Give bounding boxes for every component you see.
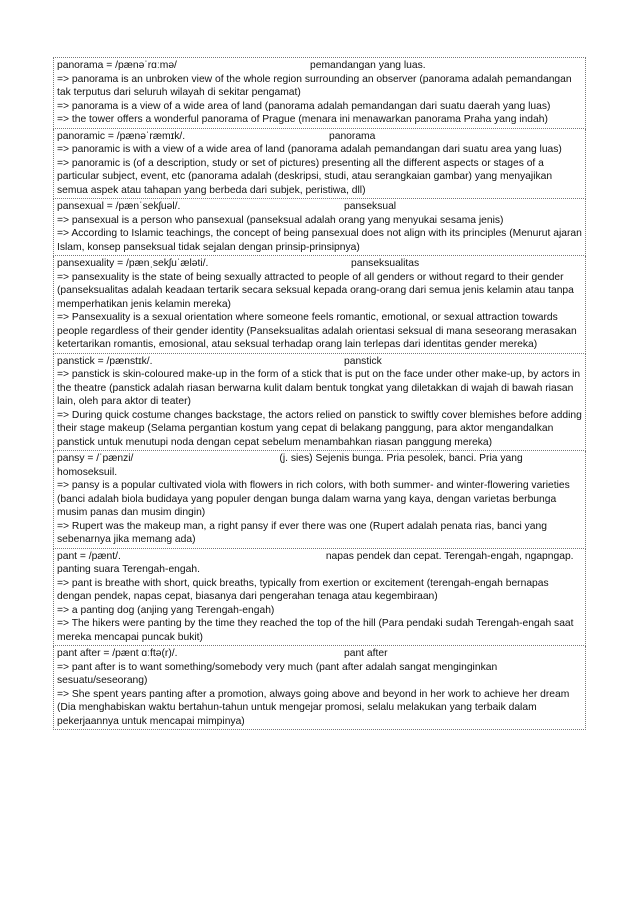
entry-term: pansexuality = /pænˌsekʃuˈæləti/. (57, 258, 209, 269)
entry-translation: panseksual (344, 201, 397, 212)
example-line: => pansexuality is the state of being sexually attracted to people of all genders or without regard to their gender (panseksualitas adalah keadaan tertarik secara seksual kepada orang-orang dari semua jenis kelamin atau tanpa memperhatikan jenis kelamin mereka) (57, 271, 574, 310)
entry-translation: panorama (329, 130, 376, 142)
example-line: => panorama is an unbroken view of the whole region surrounding an observer (panorama adalah pemandangan tak terputus dari seluruh wilayah di sekitar pengamat) (57, 73, 572, 98)
example-line: => The hikers were panting by the time they reached the top of the hill (Para pendaki sudah Terengah-engah saat mereka mencapai puncak bukit) (57, 618, 574, 643)
entry-pant (53, 549, 586, 647)
example-line: => pansy is a popular cultivated viola with flowers in rich colors, with both summer- and winter-flowering varieties (banci adalah biola budidaya yang populer dengan bunga dalam warna yang kaya, dengan varietas berbunga musim panas dan musim dingin) (57, 480, 570, 518)
entry-term: pansy = /ˈpænzi/ (57, 453, 134, 464)
entry-term: pant after = /pænt ɑːftə(r)/. (57, 648, 178, 659)
entry-translation: panseksualitas (351, 258, 420, 269)
entry-translation: pemandangan yang luas. (310, 60, 426, 71)
example-line: => She spent years panting after a promotion, always going above and beyond in her work to achieve her dream (Dia menghabiskan waktu bertahun-tahun untuk mengejar promosi, selalu melakukan yang terbaik dalam pekerjaannya untuk mencapai mimpinya) (57, 688, 570, 727)
example-line: => a panting dog (anjing yang Terengah-engah) (57, 604, 275, 616)
entry-term: pant = /pænt/. (57, 550, 121, 562)
entry-pansexuality (53, 256, 586, 354)
entry-panorama (53, 57, 586, 129)
entry-pansexual (53, 199, 586, 256)
example-line: => panorama is a view of a wide area of land (panorama adalah pemandangan dari suatu daerah yang luas) (57, 100, 551, 112)
entry-term: panstick = /pænstɪk/. (57, 355, 153, 367)
example-line: => the tower offers a wonderful panorama of Prague (menara ini menawarkan panorama Praha yang indah) (57, 114, 548, 125)
example-line: => pant is breathe with short, quick breaths, typically from exertion or excitement (terengah-engah bernapas dengan pendek, napas cepat, biasanya dari pengerahan tenaga atau kegembiraan) (57, 577, 549, 602)
entry-term: panoramic = /pænəˈræmɪk/. (57, 130, 186, 142)
example-line: => Rupert was the makeup man, a right pansy if ever there was one (Rupert adalah penata rias, banci yang sebenarnya jika memang ada) (57, 520, 547, 545)
dictionary-page (53, 57, 586, 730)
entry-pant-after (53, 646, 586, 730)
entry-pansy (53, 451, 586, 549)
entry-term: panorama = /pænəˈrɑːmə/ (57, 60, 177, 71)
entry-translation: napas pendek dan cepat. Terengah-engah, ngapngap. panting suara Terengah-engah. (57, 550, 574, 575)
example-line: => panstick is skin-coloured make-up in the form of a stick that is put on the face under other make-up, by actors in the theatre (panstick adalah riasan berwarna kulit dalam bentuk tongkat yang diletakkan di wajah di bawah riasan lain, oleh para aktor di teater) (57, 369, 581, 407)
entry-term: pansexual = /pænˈsekʃuəl/. (57, 201, 181, 212)
example-line: => pansexual is a person who pansexual (panseksual adalah orang yang menyukai sesama jenis) (57, 214, 504, 226)
entry-translation: panstick (344, 355, 382, 367)
example-line: => During quick costume changes backstage, the actors relied on panstick to swiftly cover blemishes before adding their stage makeup (Selama pergantian kostum yang cepat di belakang panggung, para aktor mengandalkan panstick untuk menutupi noda dengan cepat sebelum menambahkan riasan panggung mereka) (57, 409, 582, 448)
entry-translation: (j. sies) Sejenis bunga. Pria pesolek, banci. Pria yang homoseksuil. (57, 453, 523, 478)
entry-translation: pant after (344, 648, 388, 659)
example-line: => According to Islamic teachings, the concept of being pansexual does not align with its principles (Menurut ajaran Islam, konsep panseksual tidak sejalan dengan prinsip-prinsipnya) (57, 228, 582, 253)
entry-panoramic (53, 129, 586, 200)
entry-panstick (53, 354, 586, 452)
example-line: => Pansexuality is a sexual orientation where someone feels romantic, emotional, or sexual attraction towards people regardless of their gender identity (Panseksualitas adalah orientasi seksual di mana seseorang merasakan ketertarikan romantis, emosional, atau seksual terhadap orang lain terlepas dari identitas gender mereka) (57, 312, 577, 350)
example-line: => panoramic is (of a description, study or set of pictures) presenting all the different aspects or stages of a particular subject, event, etc (panorama adalah (deskripsi, studi, atau serangkaian gambar) yang menyajikan semua aspek atau tahapan yang berbeda dari subjek, peristiwa, dll) (57, 157, 553, 196)
example-line: => panoramic is with a view of a wide area of land (panorama adalah pemandangan dari suatu area yang luas) (57, 144, 562, 155)
example-line: => pant after is to want something/somebody very much (pant after adalah sangat menginginkan sesuatu/seseorang) (57, 661, 498, 686)
